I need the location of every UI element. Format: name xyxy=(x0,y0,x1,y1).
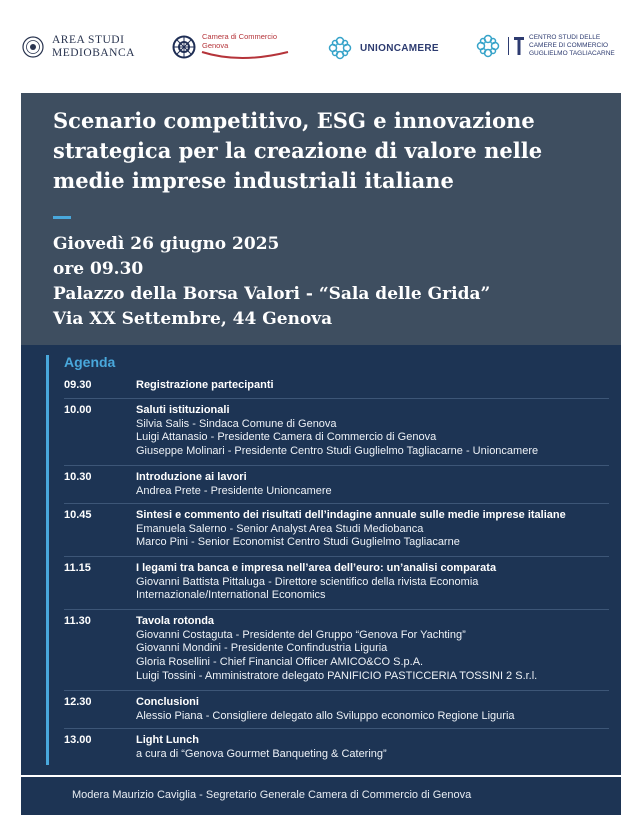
camera-emblem-icon xyxy=(172,35,196,59)
slot-time: 10.30 xyxy=(64,471,92,483)
tagliacarne-flower-icon xyxy=(474,34,502,58)
tagliacarne-line2: CAMERE DI COMMERCIO xyxy=(529,42,609,49)
divider xyxy=(64,556,609,557)
divider xyxy=(64,465,609,466)
speaker-line: Andrea Prete - Presidente Unioncamere xyxy=(136,484,332,497)
moderator-text: Modera Maurizio Caviglia - Segretario Generale Camera di Commercio di Genova xyxy=(72,789,472,801)
unioncamere-flower-icon xyxy=(326,36,354,60)
agenda-title: Agenda xyxy=(64,354,116,370)
mediobanca-seal-icon xyxy=(22,36,44,58)
slot-heading: Conclusioni xyxy=(136,696,199,708)
slot-time: 09.30 xyxy=(64,379,92,391)
mediobanca-line2: MEDIOBANCA xyxy=(52,47,135,59)
moderator-footer xyxy=(21,777,621,815)
logo-bar xyxy=(0,30,643,74)
camera-line2: Genova xyxy=(202,41,229,50)
slot-time: 12.30 xyxy=(64,696,92,708)
event-header xyxy=(21,93,621,345)
unioncamere-name: UNIONCAMERE xyxy=(360,42,439,54)
slot-heading: I legami tra banca e impresa nell’area dell’euro: un’analisi comparata xyxy=(136,562,497,574)
camera-line1: Camera di Commercio xyxy=(202,32,278,41)
logo-divider xyxy=(508,37,509,55)
event-date: Giovedì 26 giugno 2025 xyxy=(53,234,280,254)
slot-time: 10.45 xyxy=(64,509,92,521)
camera-swoosh-icon xyxy=(200,50,290,62)
slot-time: 11.15 xyxy=(64,562,91,574)
slot-heading: Tavola rotonda xyxy=(136,615,215,627)
speaker-line: Luigi Attanasio - Presidente Camera di Commercio di Genova xyxy=(136,431,437,444)
slot-time: 10.00 xyxy=(64,404,92,416)
accent-dash xyxy=(53,216,71,219)
tagliacarne-mark-icon xyxy=(513,35,525,57)
speaker-line: Giovanni Mondini - Presidente Confindustria Liguria xyxy=(136,642,388,655)
divider xyxy=(64,503,609,504)
divider xyxy=(64,398,609,399)
tagliacarne-logo xyxy=(474,34,615,58)
speaker-line: Giovanni Battista Pittaluga - Direttore scientifico della rivista Economia xyxy=(136,575,479,588)
speaker-line: Internazionale/International Economics xyxy=(136,589,326,602)
slot-heading: Sintesi e commento dei risultati dell’indagine annuale sulle medie imprese italiane xyxy=(136,509,566,521)
speaker-line: Luigi Tossini - Amministratore delegato PANIFICIO PASTICCERIA TOSSINI 2 S.r.l. xyxy=(136,669,538,682)
speaker-line: Emanuela Salerno - Senior Analyst Area Studi Mediobanca xyxy=(136,522,424,535)
unioncamere-logo xyxy=(326,36,439,60)
event-title: Scenario competitivo, ESG e innovazione strategica per la creazione di valore nelle medie imprese industriali italiane xyxy=(53,108,543,193)
agenda-panel xyxy=(21,345,621,775)
speaker-line: Alessio Piana - Consigliere delegato allo Sviluppo economico Regione Liguria xyxy=(136,709,515,722)
event-venue: Palazzo della Borsa Valori - “Sala delle Grida” xyxy=(53,284,491,304)
divider xyxy=(64,728,609,729)
slot-heading: Introduzione ai lavori xyxy=(136,471,247,483)
speaker-line: Giuseppe Molinari - Presidente Centro Studi Guglielmo Tagliacarne - Unioncamere xyxy=(136,445,539,458)
speaker-line: Silvia Salis - Sindaca Comune di Genova xyxy=(136,417,337,430)
tagliacarne-line1: CENTRO STUDI DELLE xyxy=(529,34,601,41)
slot-heading: Registrazione partecipanti xyxy=(136,379,274,391)
camera-commercio-logo xyxy=(172,32,290,62)
agenda-accent-line xyxy=(46,355,49,765)
mediobanca-line1: AREA STUDI xyxy=(52,34,125,46)
slot-heading: Light Lunch xyxy=(136,734,199,746)
divider xyxy=(64,609,609,610)
event-address: Via XX Settembre, 44 Genova xyxy=(53,309,333,329)
tagliacarne-line3: GUGLIELMO TAGLIACARNE xyxy=(529,50,615,57)
event-time: ore 09.30 xyxy=(53,259,144,279)
speaker-line: a cura di “Genova Gourmet Banqueting & Catering” xyxy=(136,747,387,760)
divider xyxy=(64,690,609,691)
slot-heading: Saluti istituzionali xyxy=(136,404,230,416)
event-details xyxy=(53,232,613,332)
speaker-line: Marco Pini - Senior Economist Centro Studi Guglielmo Tagliacarne xyxy=(136,536,460,549)
speaker-line: Giovanni Costaguta - Presidente del Gruppo “Genova For Yachting” xyxy=(136,628,466,641)
mediobanca-logo xyxy=(22,34,135,60)
slot-time: 13.00 xyxy=(64,734,92,746)
slot-time: 11.30 xyxy=(64,615,91,627)
speaker-line: Gloria Rosellini - Chief Financial Officer AMICO&CO S.p.A. xyxy=(136,656,424,669)
